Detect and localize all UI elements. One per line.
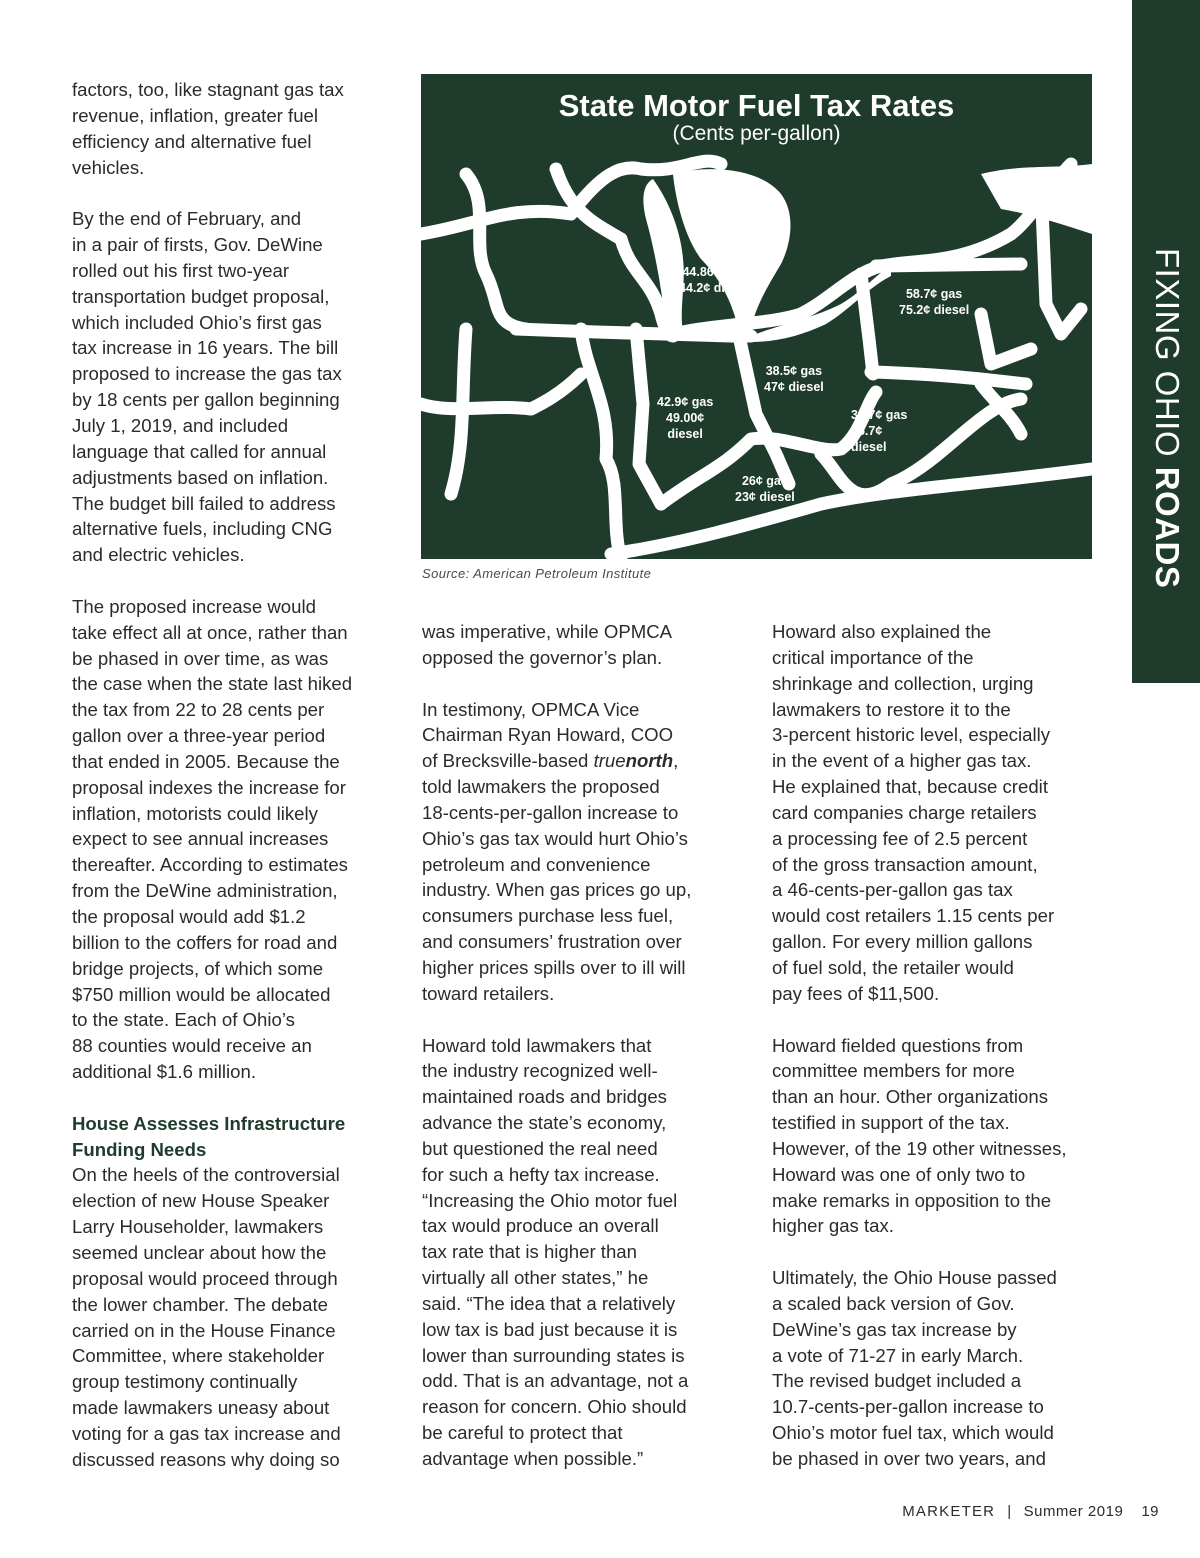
paragraph: Howard told lawmakers that the industry recognized well- maintained roads and bridges advance the state’s economy, but questioned the real need for such a hefty tax increase. “Increasing the Ohio motor fuel tax would produce an overall tax rate that is higher than virtually all other states,” he said. “The idea that a relatively low tax is bad just because it is lower than surrounding states is odd. That is an advantage, not a reason for concern. Ohio should be careful to protect that advantage when possible.”: [422, 1034, 689, 1469]
paragraph: factors, too, like stagnant gas tax revenue, inflation, greater fuel efficiency and alternative fuel vehicles.: [72, 79, 344, 178]
ohio-rate-label: 38.5¢ gas 47¢ diesel: [764, 364, 824, 394]
page-number: 19: [1141, 1503, 1159, 1520]
fuel-tax-map: [421, 74, 1092, 559]
map-source: Source: American Petroleum Institute: [422, 566, 652, 581]
page-footer: [902, 1503, 1159, 1520]
indiana-rate-label: 42.9¢ gas 49.00¢ diesel: [657, 395, 714, 441]
article-column-1: [72, 77, 402, 1473]
paragraph: By the end of February, and in a pair of firsts, Gov. DeWine rolled out his first two-year transportation budget proposal, which included Ohio’s first gas tax increase in 16 years. The bill proposed to increase the gas tax by 18 cents per gallon beginning July 1, 2019, and included language that called for annual adjustments based on inflation. The budget bill failed to address alternative fuels, including CNG and electric vehicles.: [72, 208, 342, 566]
article-column-3: [772, 619, 1102, 1472]
map-subtitle: (Cents per-gallon): [672, 122, 841, 145]
west-virginia-rate-label: 35.7¢ gas 35.7¢ diesel: [851, 408, 908, 454]
section-tab-label: FIXING OHIO ROADS: [1149, 248, 1186, 589]
section-heading: House Assesses Infrastructure Funding Needs: [72, 1112, 346, 1160]
paragraph: was imperative, while OPMCA opposed the governor’s plan.: [422, 621, 673, 668]
paragraph: The proposed increase would take effect all at once, rather than be phased in over time, as was the case when the state last hiked the tax from 22 to 28 cents per gallon over a three-year period that ended in 2005. Because the proposal indexes the increase for inflation, motorists could likely expect to see annual increases thereafter. According to estimates from the DeWine administration, the proposal would add $1.2 billion to the coffers for road and bridge projects, of which some $750 million would be allocated to the state. Each of Ohio’s 88 counties would receive an additional $1.6 million.: [72, 595, 353, 1083]
kentucky-rate-label: 26¢ gas 23¢ diesel: [735, 474, 795, 504]
magazine-name: MARKETER: [902, 1503, 996, 1520]
pennsylvania-rate-label: 58.7¢ gas 75.2¢ diesel: [899, 287, 970, 317]
issue-date: Summer 2019: [1023, 1503, 1124, 1520]
article-column-2: [422, 619, 757, 1472]
paragraph: Howard also explained the critical importance of the shrinkage and collection, urging lawmakers to restore it to the 3-percent historic level, especially in the event of a higher gas tax. He explained that, because credit card companies charge retailers a processing fee of 2.5 percent of the gross transaction amount, a 46-cents-per-gallon gas tax would cost retailers 1.15 cents per gallon. For every million gallons of fuel sold, the retailer would pay fees of $11,500.: [772, 621, 1055, 1004]
map-title: State Motor Fuel Tax Rates: [558, 88, 955, 123]
michigan-rate-label: 44.86¢ gas 44.2¢ diesel: [679, 265, 750, 295]
paragraph: On the heels of the controversial election of new House Speaker Larry Householder, lawmakers seemed unclear about how the proposal would proceed through the lower chamber. The debate carried on in the House Finance Committee, where stakeholder group testimony continually made lawmakers uneasy about voting for a gas tax increase and discussed reasons why doing so: [72, 1164, 341, 1470]
company-name: truenorth: [593, 750, 674, 772]
paragraph: In testimony, OPMCA Vice Chairman Ryan Howard, COO of Brecksville-based truenorth, told lawmakers the proposed 18-cents-per-gallon increase to Ohio’s gas tax would hurt Ohio’s petroleum and convenience industry. When gas prices go up, consumers purchase less fuel, and consumers’ frustration over higher prices spills over to ill will toward retailers.: [422, 698, 692, 1004]
footer-separator: |: [1007, 1503, 1012, 1520]
paragraph: Ultimately, the Ohio House passed a scaled back version of Gov. DeWine’s gas tax increase by a vote of 71-27 in early March. The revised budget included a 10.7-cents-per-gallon increase to Ohio’s motor fuel tax, which would be phased in over two years, and: [772, 1267, 1057, 1469]
paragraph: Howard fielded questions from committee members for more than an hour. Other organizations testified in support of the tax. However, of the 19 other witnesses, Howard was one of only two to make remarks in opposition to the higher gas tax.: [772, 1034, 1067, 1237]
